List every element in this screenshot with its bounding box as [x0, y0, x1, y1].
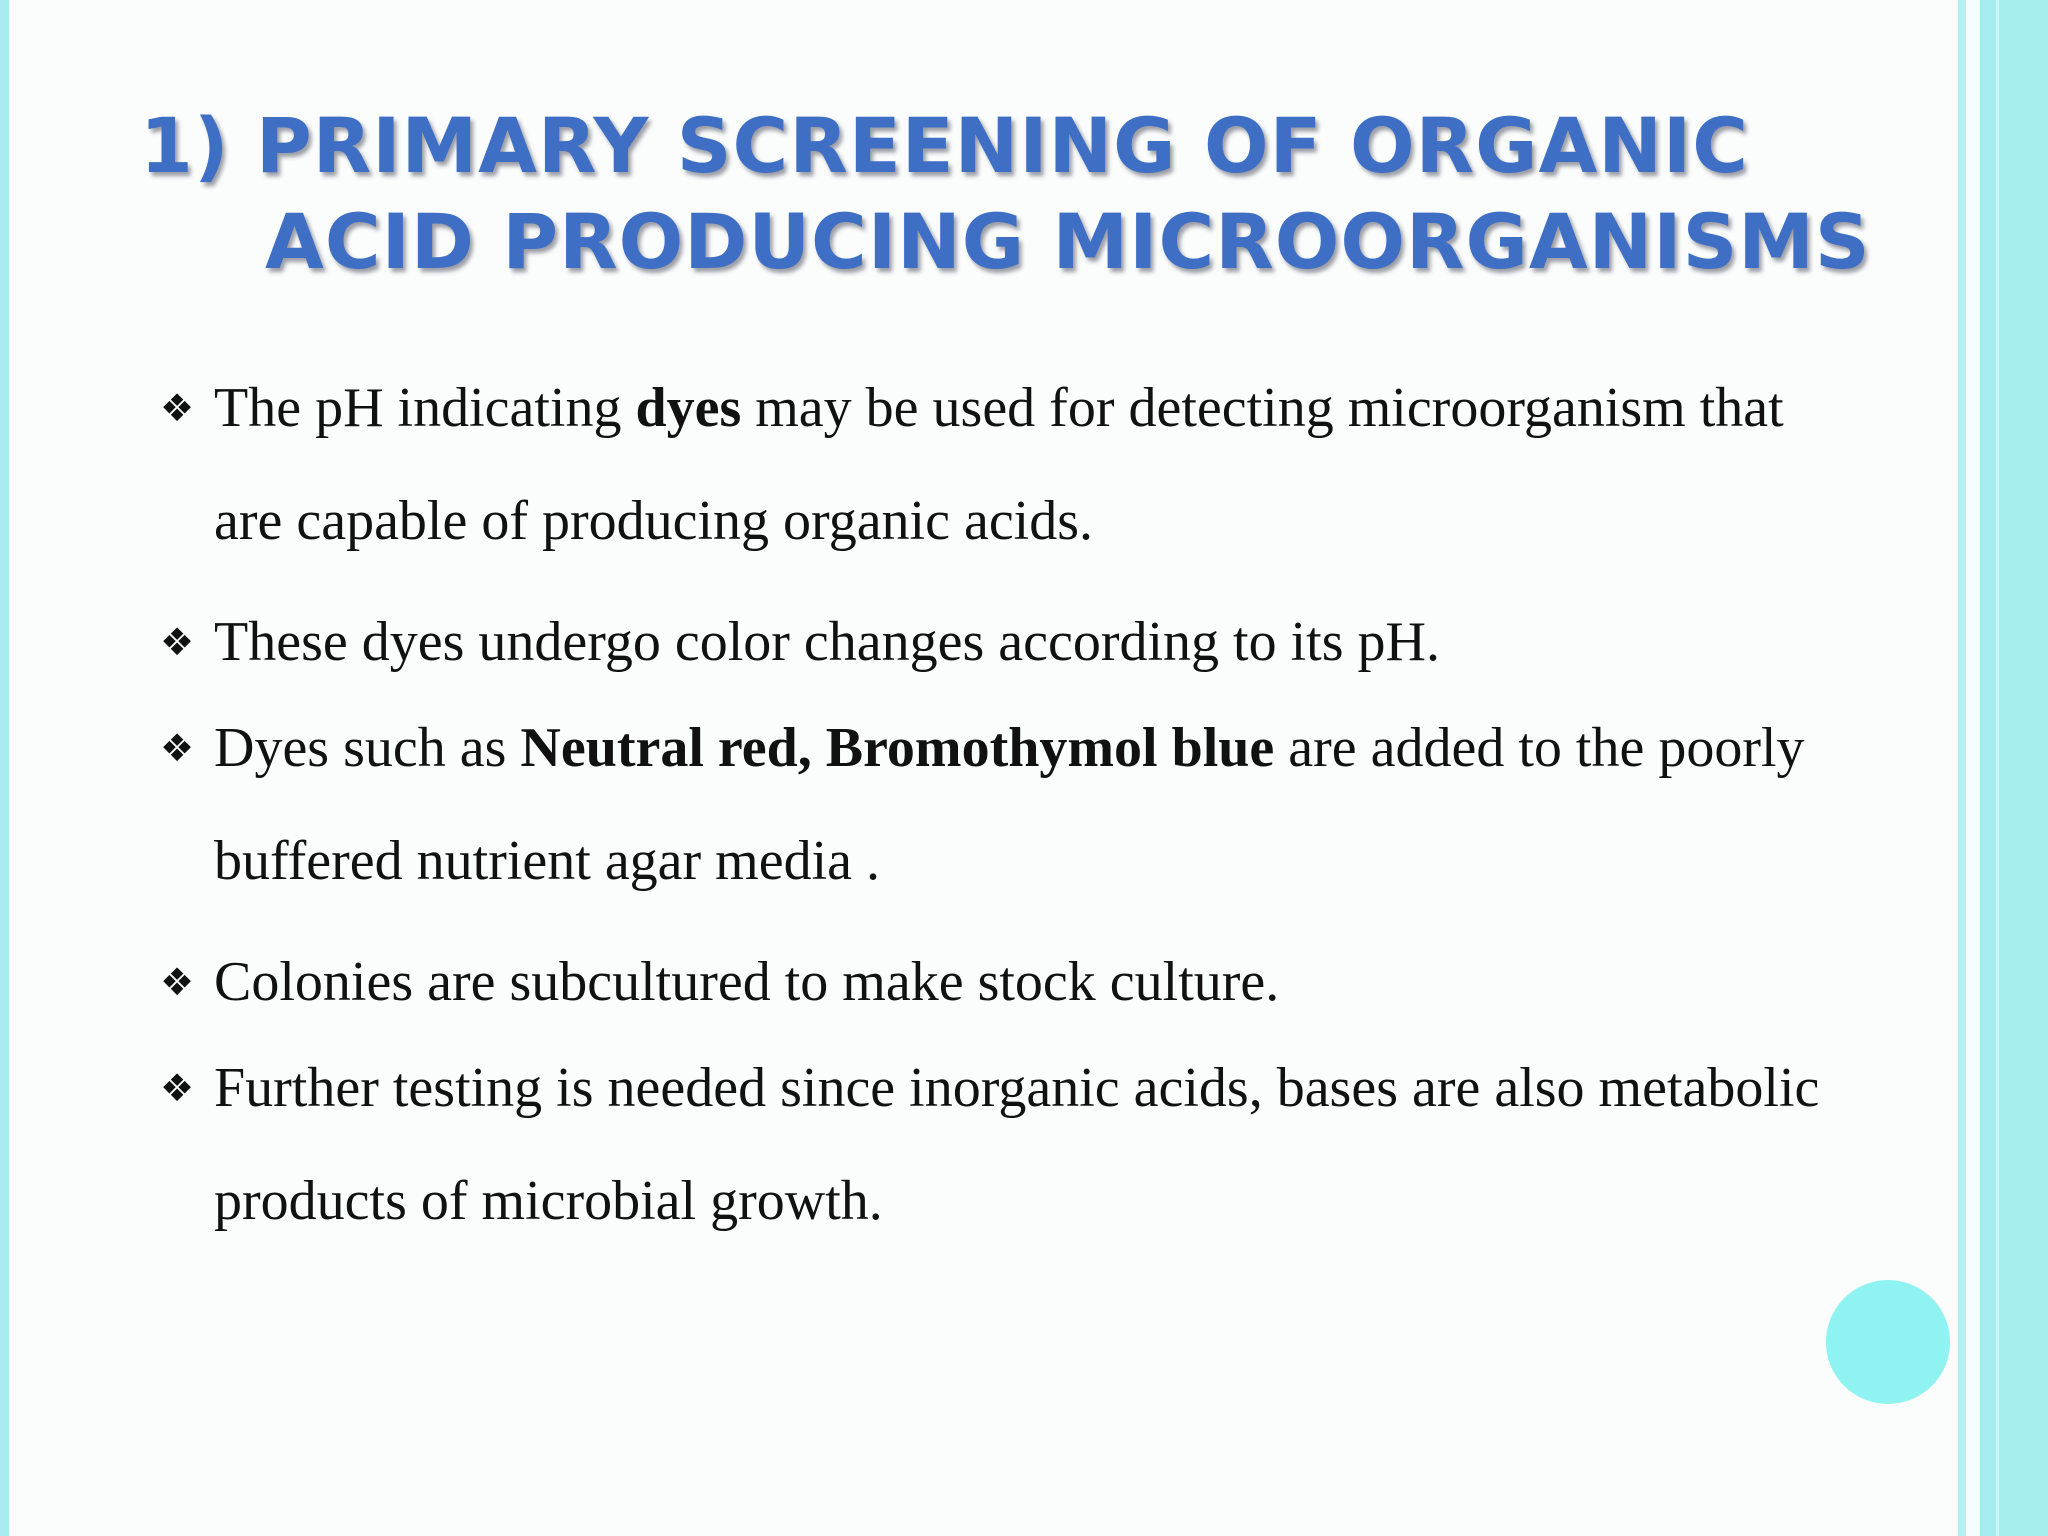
right-stripe-inner [1958, 0, 1966, 1536]
title-line-1: PRIMARY SCREENING OF ORGANIC [256, 101, 1749, 190]
bullet-item [160, 692, 1860, 918]
bullet-list [160, 352, 1860, 1258]
diamond-bullet-icon: ❖ [160, 620, 195, 664]
title-line-2: ACID PRODUCING MICROORGANISMS [265, 197, 1871, 286]
diamond-bullet-icon: ❖ [160, 726, 195, 770]
diamond-bullet-icon: ❖ [160, 1066, 195, 1110]
bullet-text: These dyes undergo color changes according to its pH. [214, 611, 1440, 673]
bullet-text: Colonies are subcultured to make stock culture. [214, 951, 1280, 1013]
diamond-bullet-icon: ❖ [160, 960, 195, 1004]
decorative-circle [1826, 1280, 1950, 1404]
title-number: 1) [140, 101, 230, 190]
bullet-text: may be used for detecting microorganism that are capable of producing organic acids. [214, 377, 1784, 552]
bullet-bold-text: dyes [635, 377, 742, 439]
slide-title [140, 98, 1900, 290]
left-edge-stripe [0, 0, 9, 1536]
right-stripe-gap [1966, 0, 1980, 1536]
bullet-item [160, 592, 1860, 692]
bullet-bold-text: Neutral red, Bromothymol blue [520, 717, 1275, 779]
right-stripe-highlight [1996, 0, 1999, 1536]
bullet-item [160, 1032, 1860, 1258]
spacer [160, 918, 1860, 932]
bullet-text: Dyes such as [214, 717, 521, 779]
bullet-item [160, 932, 1860, 1032]
spacer [160, 578, 1860, 592]
bullet-text: The pH indicating [214, 377, 636, 439]
diamond-bullet-icon: ❖ [160, 386, 195, 430]
bullet-text: are added to the poorly buffered nutrient agar media . [214, 717, 1805, 892]
bullet-text: Further testing is needed since inorganic acids, bases are also metabolic products of microbial growth. [214, 1057, 1820, 1232]
right-stripe-outer [1980, 0, 2048, 1536]
bullet-item [160, 352, 1860, 578]
